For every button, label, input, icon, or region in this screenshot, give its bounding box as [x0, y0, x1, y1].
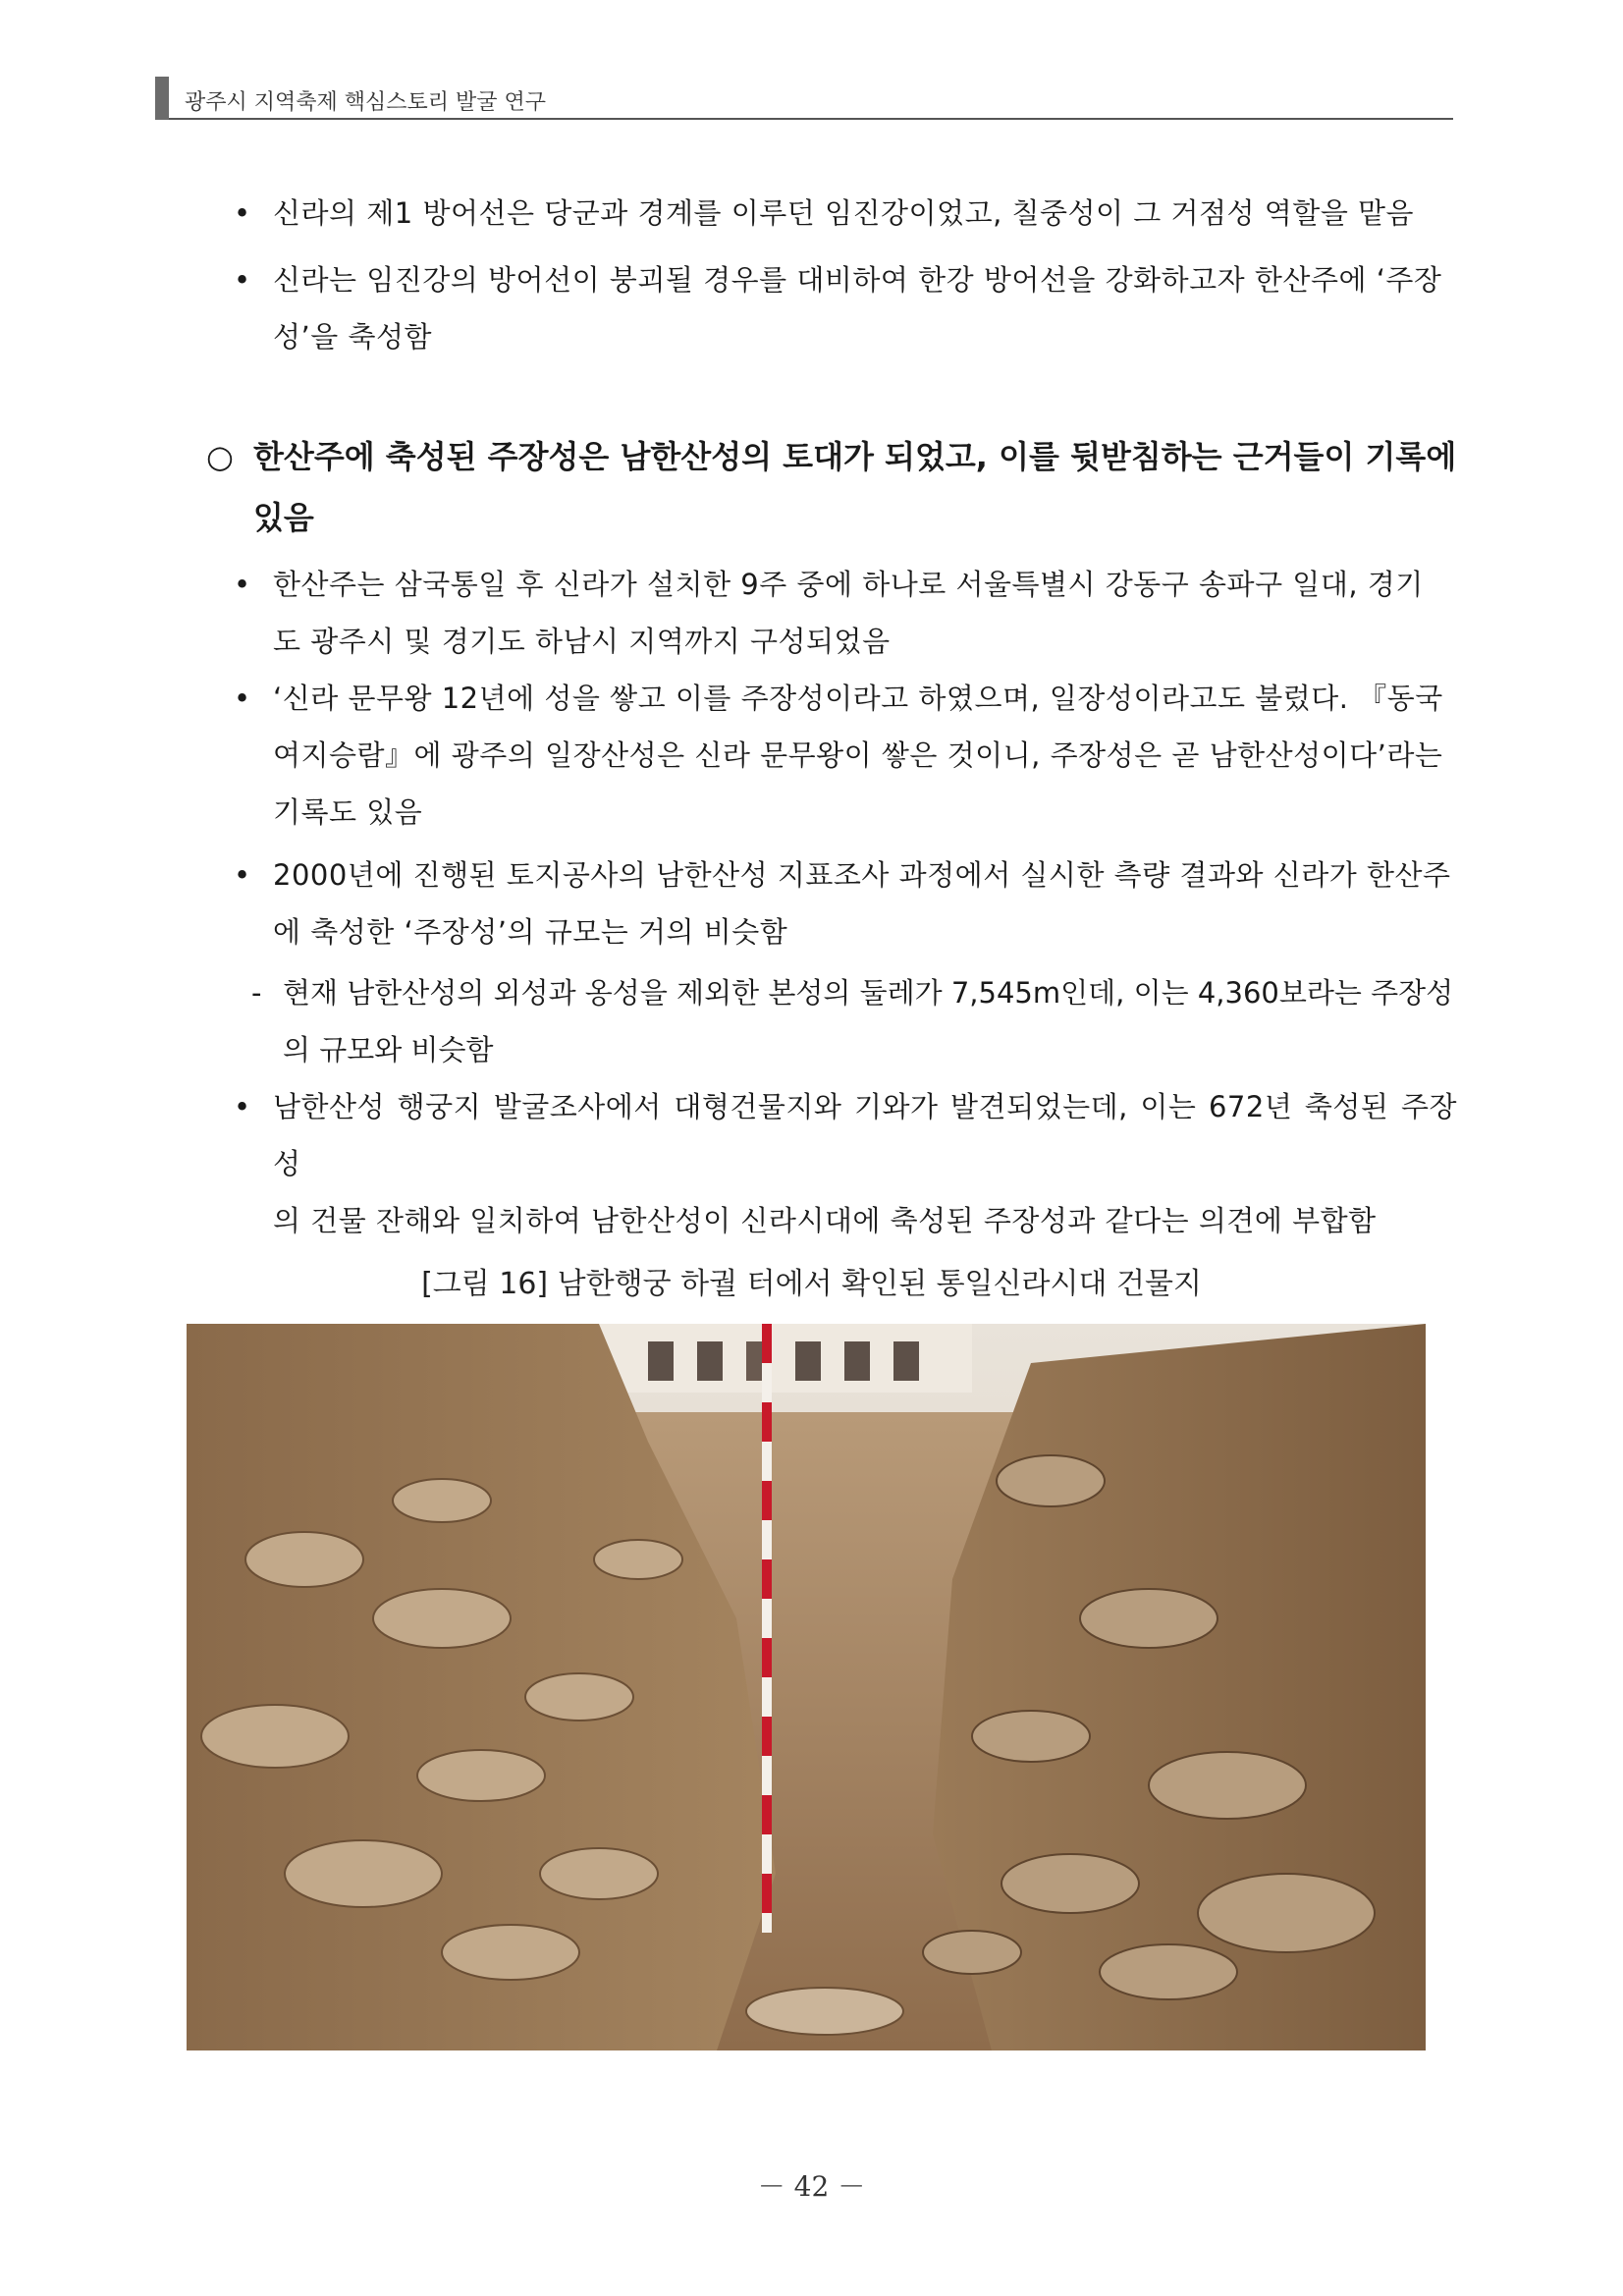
excavation-photo — [187, 1324, 1426, 2050]
text-line: 기록도 있음 — [273, 795, 423, 829]
text-line: 여지승람』에 광주의 일장산성은 신라 문무왕이 쌓은 것이니, 주장성은 곧 남한산성이다’라는 — [273, 738, 1443, 772]
bullet-text — [273, 556, 1457, 670]
text-line: ‘신라 문무왕 12년에 성을 쌓고 이를 주장성이라고 하였으며, 일장성이라고도 불렀다. 『동국 — [273, 682, 1443, 715]
bullet-mark: • — [234, 1090, 251, 1123]
text-line: 신라는 임진강의 방어선이 붕괴될 경우를 대비하여 한강 방어선을 강화하고자 한산주에 ‘주장 — [273, 263, 1442, 297]
bullet-text — [273, 251, 1457, 365]
bullet-text — [273, 185, 1457, 242]
measuring-pole — [762, 1324, 772, 1933]
dash-mark: - — [251, 976, 262, 1010]
bullet-text — [273, 847, 1457, 960]
text-line: 남한산성 행궁지 발굴조사에서 대형건물지와 기와가 발견되었는데, 이는 672년 축성된 주장성 — [273, 1090, 1457, 1180]
circle-mark: ○ — [206, 438, 234, 475]
text-line: 2000년에 진행된 토지공사의 남한산성 지표조사 과정에서 실시한 측량 결과와 신라가 한산주 — [273, 858, 1451, 892]
bullet-mark: • — [234, 858, 251, 892]
text-line: 한산주는 삼국통일 후 신라가 설치한 9주 중에 하나로 서울특별시 강동구 송파구 일대, 경기 — [273, 568, 1424, 601]
dash-text — [283, 964, 1457, 1078]
text-line: 의 규모와 비슷함 — [283, 1033, 494, 1066]
running-header — [155, 77, 1453, 120]
text-line: 현재 남한산성의 외성과 옹성을 제외한 본성의 둘레가 7,545m인데, 이는 4,360보라는 주장성 — [283, 976, 1454, 1010]
section-text — [253, 426, 1457, 548]
text-line: 의 건물 잔해와 일치하여 남한산성이 신라시대에 축성된 주장성과 같다는 의견에 부합함 — [273, 1204, 1377, 1237]
text-line: 도 광주시 및 경기도 하남시 지역까지 구성되었음 — [273, 625, 891, 658]
bullet-text — [273, 670, 1457, 841]
text-line: 신라의 제1 방어선은 당군과 경계를 이루던 임진강이었고, 칠중성이 그 거점성 역할을 맡음 — [273, 196, 1415, 230]
text-line: 성’을 축성함 — [273, 320, 433, 354]
text-line: 있음 — [253, 499, 314, 536]
excavation-photo-graphic — [187, 1324, 1426, 2050]
bullet-mark: • — [234, 682, 251, 715]
bullet-mark: • — [234, 263, 251, 297]
figure-caption: [그림 16] 남한행궁 하궐 터에서 확인된 통일신라시대 건물지 — [421, 1267, 1202, 1301]
header-title: 광주시 지역축제 핵심스토리 발굴 연구 — [185, 90, 547, 115]
bullet-text — [273, 1078, 1457, 1249]
bullet-mark: • — [234, 196, 251, 230]
bullet-mark: • — [234, 568, 251, 601]
text-line: 에 축성한 ‘주장성’의 규모는 거의 비슷함 — [273, 915, 788, 949]
page-number: － 42 － — [757, 2170, 866, 2203]
header-rule — [169, 118, 1453, 120]
text-line: 한산주에 축성된 주장성은 남한산성의 토대가 되었고, 이를 뒷받침하는 근거들이 기록에 — [253, 438, 1457, 475]
header-accent-bar — [155, 77, 169, 120]
